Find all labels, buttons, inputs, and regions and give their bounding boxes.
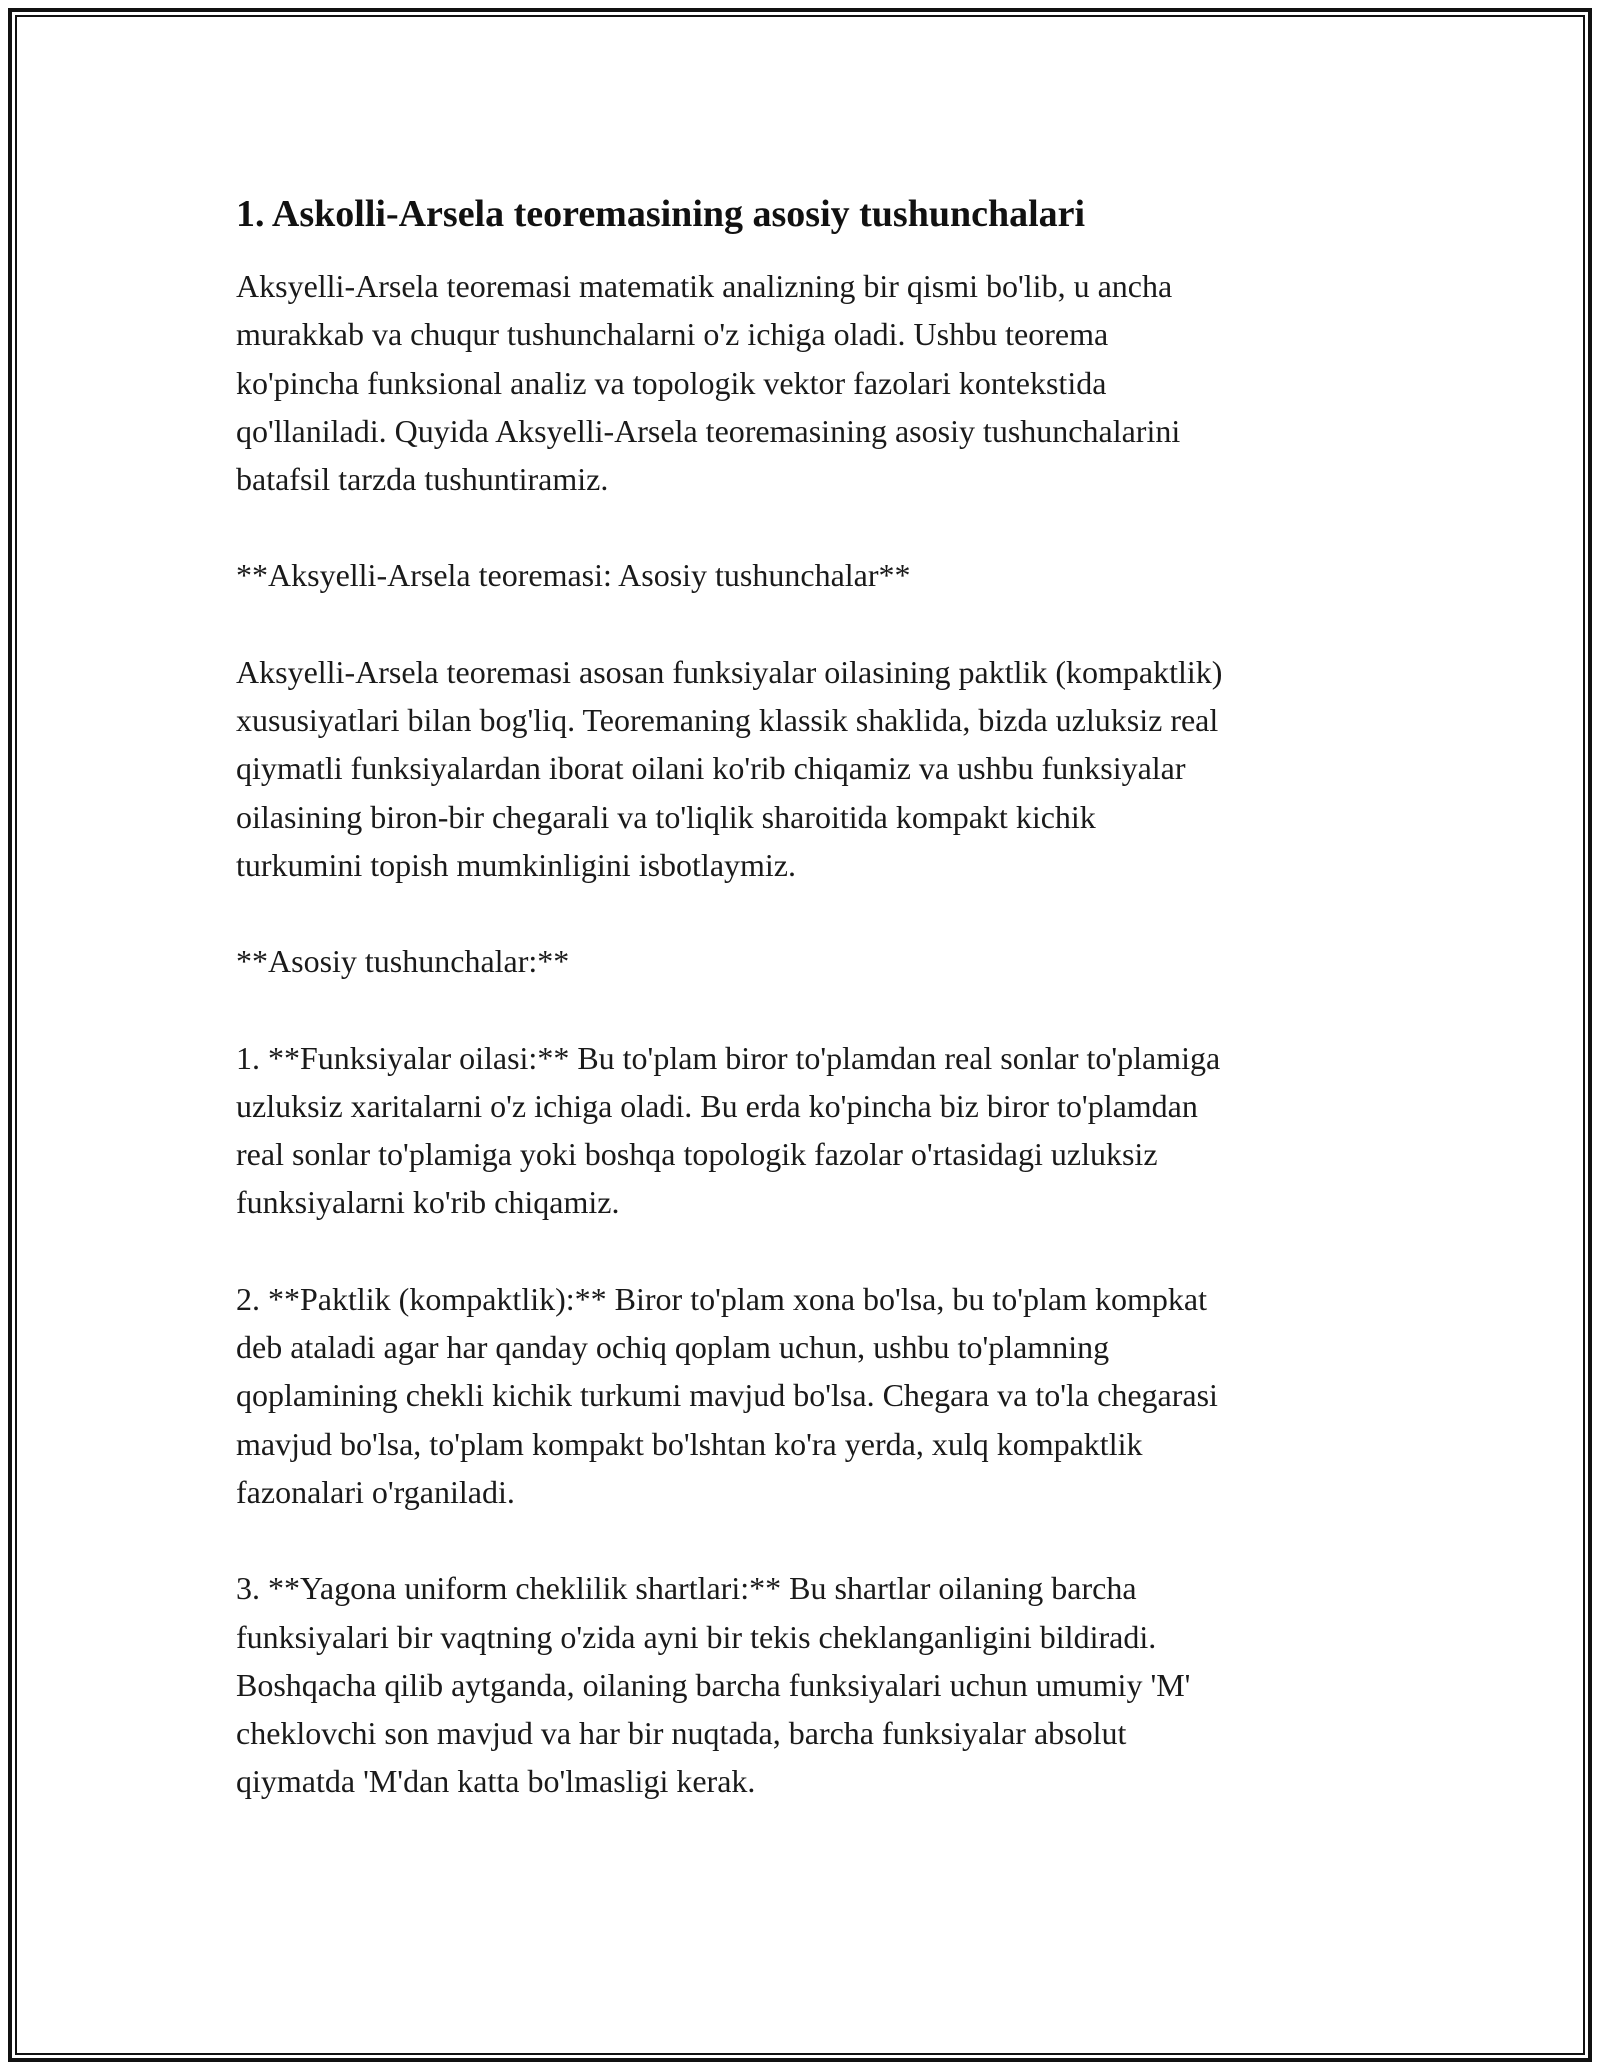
list-item-function-family: 1. **Funksiyalar oilasi:** Bu to'plam biror to'plamdan real sonlar to'plamiga uzluksiz xaritalarni o'z ichiga oladi. Bu erda ko'pincha biz biror to'plamdan real sonlar to'plamiga yoki boshqa topologik fazolar o'rtasidagi uzluksiz funksiyalarni ko'rib chiqamiz. bbox=[236, 1039, 1221, 1221]
paragraph-theorem-description: Aksyelli-Arsela teoremasi asosan funksiyalar oilasining paktlik (kompaktlik) xususiyatlari bilan bog'liq. Teoremaning klassik shaklida, bizda uzluksiz real qiymatli funksiyalardan iborat oilani ko'rib chiqamiz va ushbu funksiyalar oilasining biron-bir chegarali va to'liqlik sharoitida kompakt kichik turkumini topish mumkinligini isbotlaymiz. bbox=[236, 653, 1223, 883]
paragraph-subheading-theorem: **Aksyelli-Arsela teoremasi: Asosiy tushunchalar** bbox=[236, 557, 911, 594]
paragraph-subheading-concepts: **Asosiy tushunchalar:** bbox=[236, 943, 570, 980]
document-title: 1. Askolli-Arsela teoremasining asosiy tushunchalari bbox=[236, 193, 1086, 235]
document-body bbox=[236, 184, 1396, 1854]
list-item-uniform-boundedness: 3. **Yagona uniform cheklilik shartlari:** Bu shartlar oilaning barcha funksiyalari bir vaqtning o'zida ayni bir tekis cheklanganligini bildiradi. Boshqacha qilib aytganda, oilaning barcha funksiyalari uchun umumiy 'M' cheklovchi son mavjud va har bir nuqtada, barcha funksiyalar absolut qiymatda 'M'dan katta bo'lmasligi kerak. bbox=[236, 1570, 1191, 1800]
list-item-compactness: 2. **Paktlik (kompaktlik):** Biror to'plam xona bo'lsa, bu to'plam kompkat deb ataladi agar har qanday ochiq qoplam uchun, ushbu to'plamning qoplamining chekli kichik turkumi mavjud bo'lsa. Chegara va to'la chegarasi mavjud bo'lsa, to'plam kompakt bo'lshtan ko'ra yerda, xulq kompaktlik fazonalari o'rganiladi. bbox=[236, 1280, 1218, 1510]
paragraph-intro: Aksyelli-Arsela teoremasi matematik analizning bir qismi bo'lib, u ancha murakkab va chuqur tushunchalarni o'z ichiga oladi. Ushbu teorema ko'pincha funksional analiz va topologik vektor fazolari kontekstida qo'llaniladi. Quyida Aksyelli-Arsela teoremasining asosiy tushunchalarini batafsil tarzda tushuntiramiz. bbox=[236, 268, 1181, 498]
